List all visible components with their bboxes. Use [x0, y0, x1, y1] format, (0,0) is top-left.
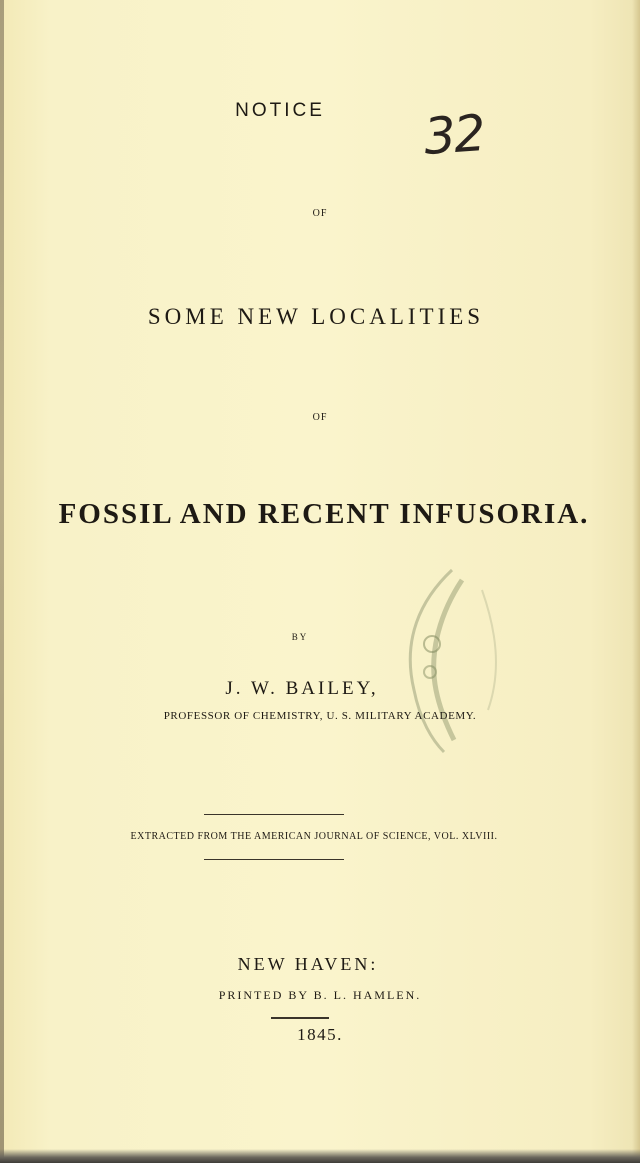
library-stamp-mark [392, 560, 512, 760]
of-connector-2: OF [312, 412, 328, 423]
divider-year [271, 1017, 329, 1019]
divider-top [204, 814, 344, 815]
author-name: J. W. BAILEY, [225, 678, 379, 699]
handwritten-number: 32 [422, 103, 486, 167]
author-position: PROFESSOR OF CHEMISTRY, U. S. MILITARY ACADEMY. [163, 710, 477, 722]
by-label: BY [291, 632, 309, 642]
publication-year: 1845. [297, 1025, 343, 1044]
divider-bottom [204, 859, 344, 860]
publication-place: NEW HAVEN: [237, 954, 379, 974]
printer-line: PRINTED BY B. L. HAMLEN. [218, 988, 422, 1002]
extracted-from-note: EXTRACTED FROM THE AMERICAN JOURNAL OF SCIENCE, VOL. XLVIII. [130, 831, 498, 842]
bottom-page-edge [0, 1149, 640, 1163]
title-line-1: SOME NEW LOCALITIES [147, 304, 485, 329]
of-connector-1: OF [312, 208, 328, 219]
title-line-2: FOSSIL AND RECENT INFUSORIA. [58, 498, 590, 530]
notice-heading: NOTICE [235, 100, 325, 121]
